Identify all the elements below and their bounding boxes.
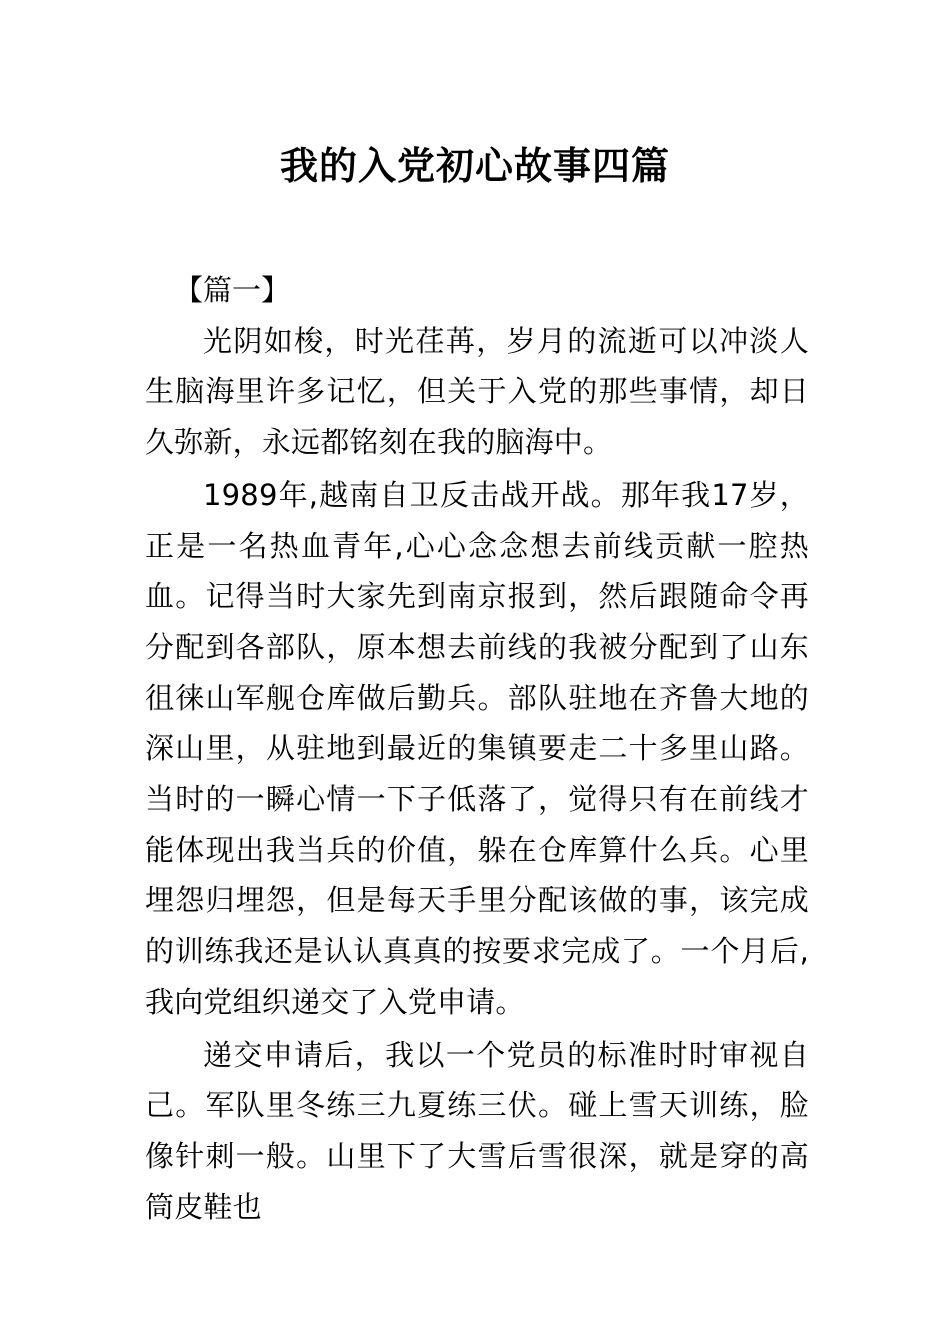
paragraph-1: 光阴如梭，时光荏苒，岁月的流逝可以冲淡人生脑海里许多记忆，但关于入党的那些事情，却日久弥新，永远都铭刻在我的脑海中。 [145,323,809,460]
document-title: 我的入党初心故事四篇 [279,144,670,188]
paragraph-3: 递交申请后，我以一个党员的标准时时审视自己。军队里冬练三九夏练三伏。碰上雪天训练，脸像针刺一般。山里下了大雪后雪很深，就是穿的高筒皮鞋也 [145,1037,809,1224]
section-heading: 【篇一】 [174,273,291,307]
paragraph-2: 1989年,越南自卫反击战开战。那年我17岁，正是一名热血青年,心心念念想去前线贡献一腔热血。记得当时大家先到南京报到，然后跟随命令再分配到各部队，原本想去前线的我被分配到了山东徂徕山军舰仓库做后勤兵。部队驻地在齐鲁大地的深山里，从驻地到最近的集镇要走二十多里山路。当时的一瞬心情一下子低落了，觉得只有在前线才能体现出我当兵的价值，躲在仓库算什么兵。心里埋怨归埋怨，但是每天手里分配该做的事，该完成的训练我还是认认真真的按要求完成了。一个月后,我向党组织递交了入党申请。 [145,477,809,1019]
document-body [145,265,809,1232]
